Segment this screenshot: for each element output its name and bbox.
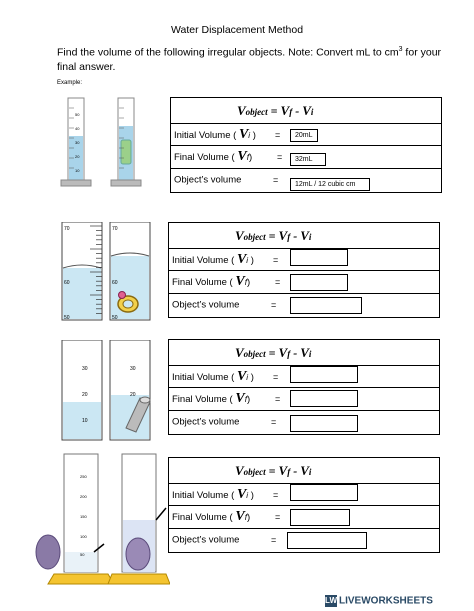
arrow-icon — [156, 508, 166, 520]
q3-cylinder-initial — [48, 454, 114, 584]
final-answer-input[interactable] — [290, 390, 358, 407]
equals-sign: = — [273, 254, 279, 265]
object-answer-input[interactable] — [290, 415, 358, 432]
equals-sign: = — [273, 371, 279, 382]
final-volume-label: Final Volume ( Vf) — [172, 391, 251, 406]
object-volume-label: Object’s volume — [172, 416, 240, 427]
formula-row — [171, 98, 441, 124]
q1-cylinders — [60, 222, 160, 322]
q3-cylinders — [30, 450, 170, 590]
q2-cylinder-final — [110, 340, 150, 440]
tick-label: 70 — [64, 226, 70, 232]
object-answer-input[interactable] — [290, 297, 362, 314]
example-cylinders — [55, 90, 155, 200]
formula: Vobject = Vf - Vi — [235, 345, 312, 360]
initial-answer-input[interactable] — [290, 366, 358, 383]
equals-sign: = — [275, 129, 281, 140]
q3-cylinder-final — [108, 454, 170, 584]
tick-label: 10 — [75, 168, 80, 173]
tick-label: 200 — [80, 494, 87, 499]
final-volume-label: Final Volume ( Vf) — [172, 509, 251, 524]
instructions: Find the volume of the following irregular objects. Note: Convert mL to $cm^3$ for your final answer. — [57, 46, 442, 73]
equals-sign: = — [273, 174, 279, 185]
tick-label: 50 — [75, 112, 80, 117]
tick-label: 100 — [80, 534, 87, 539]
equals-sign: = — [271, 534, 277, 545]
tick-label: 50 — [80, 552, 85, 557]
initial-volume-label: Initial Volume ( Vi ) — [174, 126, 256, 142]
q1-cylinder-final — [110, 222, 150, 321]
equals-sign: = — [273, 489, 279, 500]
tick-label: 30 — [130, 366, 136, 372]
footer-brand[interactable]: LW LIVEWORKSHEETS — [325, 595, 433, 607]
final-answer-input[interactable] — [290, 274, 348, 291]
q2-cylinder-initial — [62, 340, 102, 440]
example-label: Example: — [57, 80, 83, 86]
object-shape — [121, 140, 131, 164]
tick-label: 20 — [75, 154, 80, 159]
q2-cylinders — [60, 340, 160, 442]
tick-label: 30 — [82, 366, 88, 372]
tick-label: 20 — [82, 392, 88, 398]
tick-label: 70 — [112, 226, 118, 232]
formula-row — [169, 223, 439, 249]
equals-sign: = — [275, 394, 281, 404]
final-answer-box: 32mL — [290, 153, 326, 166]
final-volume-label: Final Volume ( Vf) — [172, 274, 251, 289]
formula: Vobject = Vf - Vi — [235, 228, 312, 243]
equals-sign: = — [277, 152, 283, 162]
final-volume-label: Final Volume ( Vf) — [174, 149, 253, 164]
initial-answer-input[interactable] — [290, 484, 358, 501]
example-cylinder-final — [111, 98, 141, 186]
tick-label: 250 — [80, 474, 87, 479]
tick-label: 40 — [75, 126, 80, 131]
equals-sign: = — [275, 512, 281, 522]
liveworksheets-icon: LW — [325, 596, 337, 605]
q1-cylinder-initial — [62, 222, 102, 321]
equals-sign: = — [271, 299, 277, 310]
equals-sign: = — [275, 277, 281, 287]
formula: Vobject = Vf - Vi — [235, 463, 312, 478]
initial-volume-label: Initial Volume ( Vi ) — [172, 251, 254, 267]
initial-volume-label: Initial Volume ( Vi ) — [172, 486, 254, 502]
final-answer-input[interactable] — [290, 509, 350, 526]
tick-label: 50 — [112, 315, 118, 321]
formula: Vobject = Vf - Vi — [237, 103, 314, 118]
initial-answer-box: 20mL — [290, 129, 318, 142]
tick-label: 60 — [64, 280, 70, 286]
formula-row — [169, 458, 439, 484]
tick-label: 50 — [64, 315, 70, 321]
object-volume-label: Object’s volume — [172, 534, 240, 545]
object-volume-label: Object’s volume — [172, 299, 240, 310]
example-cylinder-initial — [61, 98, 91, 186]
tick-label: 30 — [75, 140, 80, 145]
formula-row — [169, 340, 439, 366]
object-answer-box: 12mL / 12 cubic cm — [290, 178, 370, 191]
tick-label: 20 — [130, 392, 136, 398]
initial-volume-label: Initial Volume ( Vi ) — [172, 368, 254, 384]
tick-label: 60 — [112, 280, 118, 286]
tick-label: 150 — [80, 514, 87, 519]
tick-label: 10 — [82, 418, 88, 424]
equals-sign: = — [271, 416, 277, 427]
oval-object — [36, 535, 60, 569]
oval-object — [126, 538, 150, 570]
page-title: Water Displacement Method — [170, 24, 304, 36]
object-answer-input[interactable] — [287, 532, 367, 549]
initial-answer-input[interactable] — [290, 249, 348, 266]
object-volume-label: Object’s volume — [174, 174, 242, 185]
